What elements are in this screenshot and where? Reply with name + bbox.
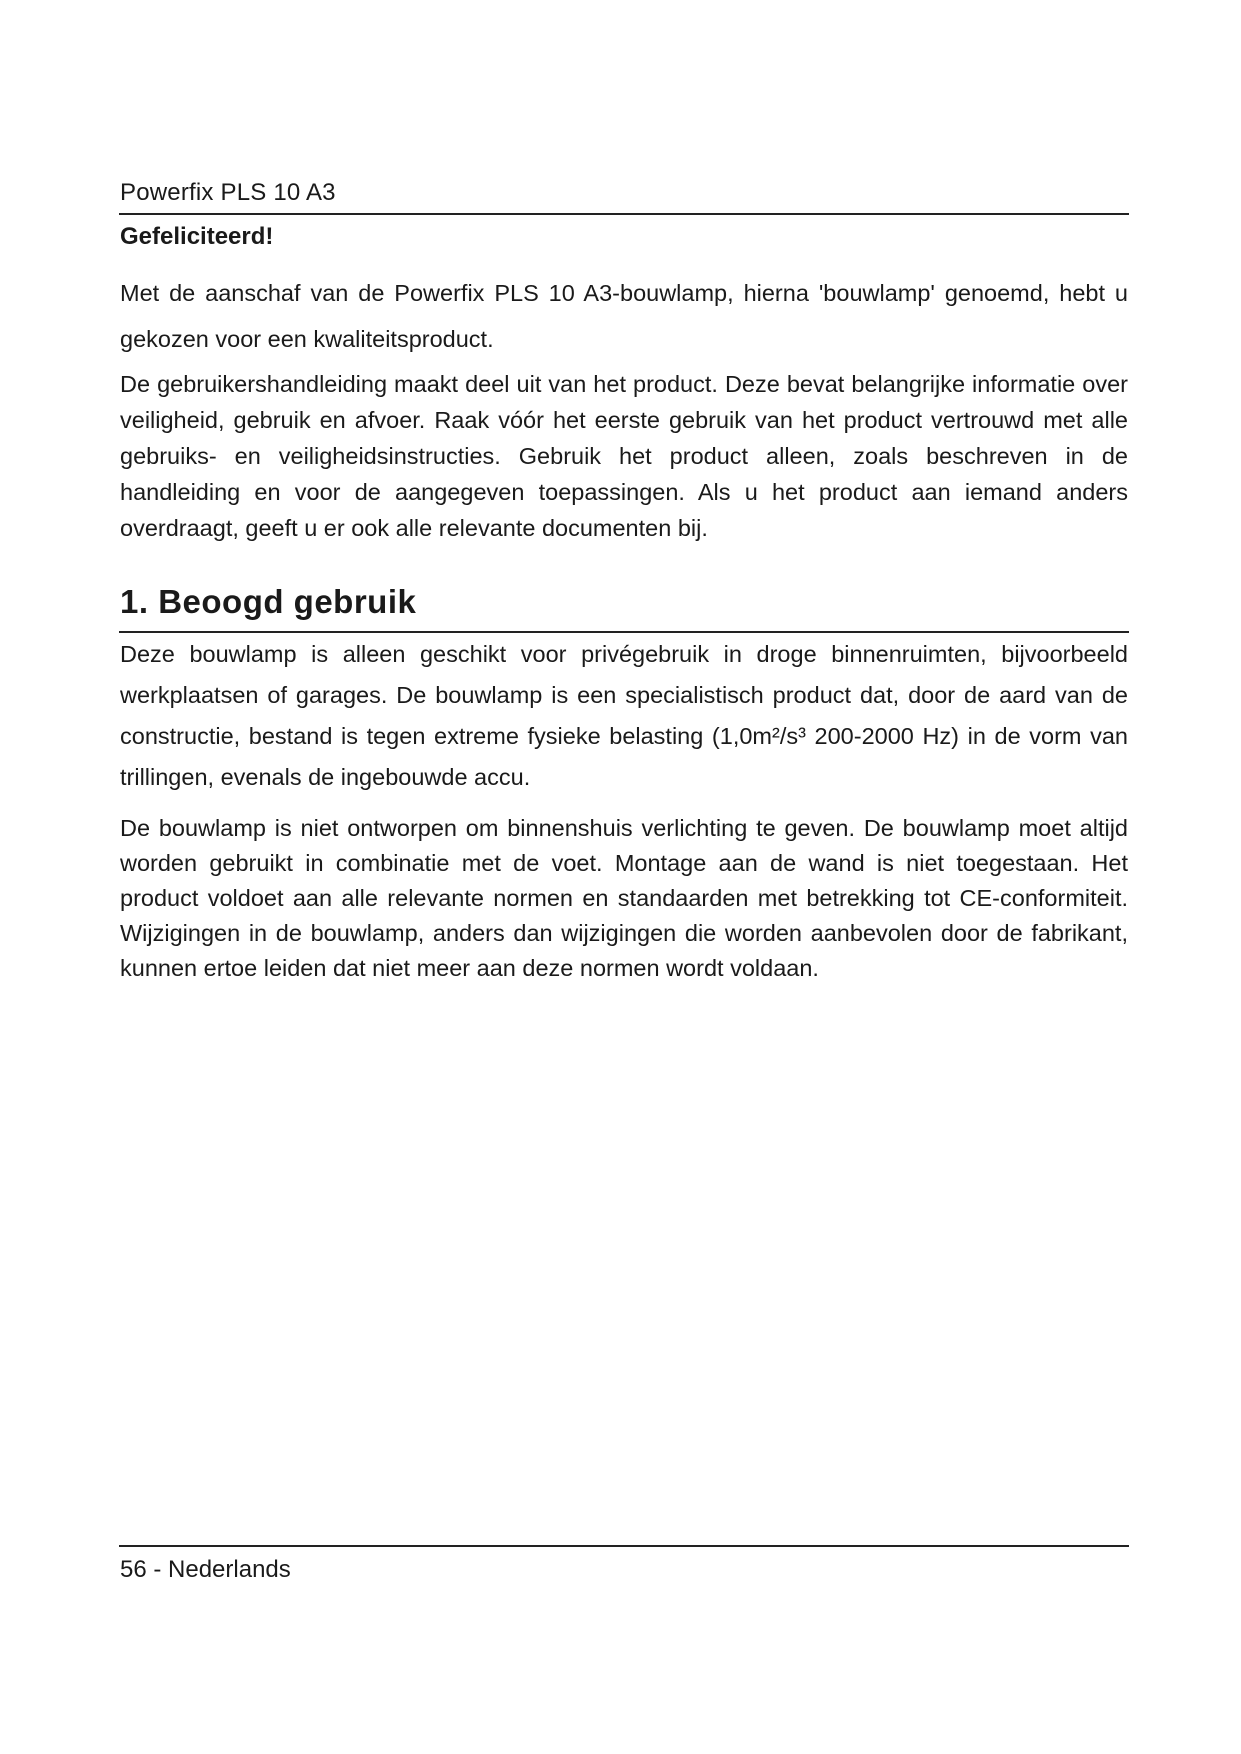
- intro-paragraph-2: De gebruikershandleiding maakt deel uit van het product. Deze bevat belangrijke informatie over veiligheid, gebruik en afvoer. Raak vóór het eerste gebruik van het product vertrouwd met alle gebruiks- en veiligheidsinstructies. Gebruik het product alleen, zoals beschreven in de handleiding en voor de aangegeven toepassingen. Als u het product aan iemand anders overdraagt, geeft u er ook alle relevante documenten bij.: [120, 371, 1128, 541]
- page-number-footer: 56 - Nederlands: [120, 1556, 291, 1583]
- section-divider: [119, 631, 1129, 633]
- header-title: Powerfix PLS 10 A3: [120, 179, 336, 206]
- footer-divider: [119, 1545, 1129, 1547]
- intro-heading: Gefeliciteerd!: [120, 223, 274, 250]
- section-paragraph-2: De bouwlamp is niet ontworpen om binnenshuis verlichting te geven. De bouwlamp moet altijd worden gebruikt in combinatie met de voet. Montage aan de wand is niet toegestaan. Het product voldoet aan alle relevante normen en standaarden met betrekking tot CE-conformiteit. Wijzigingen in de bouwlamp, anders dan wijzigingen die worden aanbevolen door de fabrikant, kunnen ertoe leiden dat niet meer aan deze normen wordt voldaan.: [120, 815, 1128, 981]
- section-heading-beoogd-gebruik: 1. Beoogd gebruik: [120, 583, 417, 620]
- intro-paragraph-1: Met de aanschaf van de Powerfix PLS 10 A3-bouwlamp, hierna 'bouwlamp' genoemd, hebt u gekozen voor een kwaliteitsproduct.: [120, 280, 1128, 352]
- header-divider: [119, 213, 1129, 215]
- section-paragraph-1: Deze bouwlamp is alleen geschikt voor privégebruik in droge binnenruimten, bijvoorbeeld werkplaatsen of garages. De bouwlamp is een specialistisch product dat, door de aard van de constructie, bestand is tegen extreme fysieke belasting (1,0m²/s³ 200-2000 Hz) in de vorm van trillingen, evenals de ingebouwde accu.: [120, 641, 1128, 790]
